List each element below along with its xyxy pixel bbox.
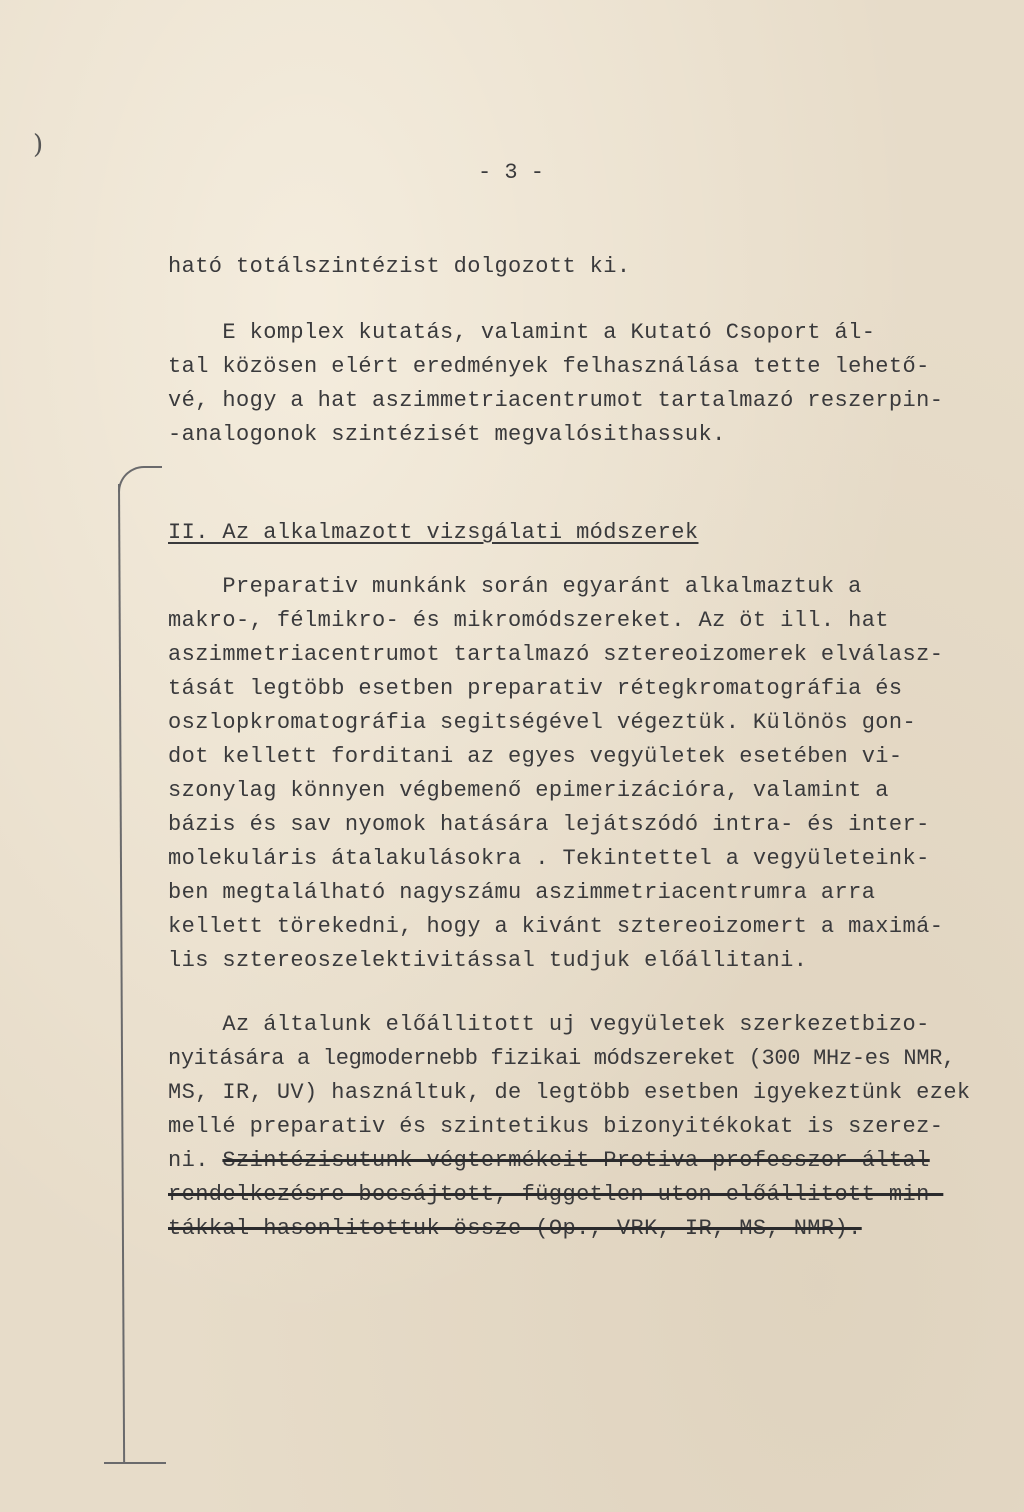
page-number: - 3 - xyxy=(478,160,545,185)
struck-line: rendelkezésre bocsájtott, független uton előállitott min- xyxy=(168,1182,944,1207)
margin-mark: ) xyxy=(33,130,44,160)
text-line: nyitására a legmodernebb fizikai módszereket (300 MHz-es NMR, xyxy=(168,1046,956,1071)
text-line: bázis és sav nyomok hatására lejátszódó intra- és inter- xyxy=(168,812,930,837)
margin-bracket-bottom xyxy=(104,1462,166,1464)
text-line: E komplex kutatás, valamint a Kutató Csoport ál- xyxy=(168,320,876,345)
text-line: lis sztereoszelektivitással tudjuk előállitani. xyxy=(168,948,808,973)
margin-bracket-line xyxy=(118,484,125,1464)
text-fragment: ni. xyxy=(168,1148,223,1173)
struck-line: tákkal hasonlitottuk össze (Op., VRK, IR, MS, NMR). xyxy=(168,1216,862,1241)
text-line: kellett törekedni, hogy a kivánt sztereoizomert a maximá- xyxy=(168,914,944,939)
text-line: mellé preparativ és szintetikus bizonyitékokat is szerez- xyxy=(168,1114,944,1139)
struck-text: Szintézisutunk végtermékeit Protiva professzor által xyxy=(222,1148,930,1173)
text-line: ható totálszintézist dolgozott ki. xyxy=(168,254,631,279)
text-line: Az általunk előállitott uj vegyületek szerkezetbizo- xyxy=(168,1012,930,1037)
text-line: aszimmetriacentrumot tartalmazó sztereoizomerek elválasz- xyxy=(168,642,944,667)
text-line: makro-, félmikro- és mikromódszereket. Az öt ill. hat xyxy=(168,608,889,633)
text-line: -analogonok szintézisét megvalósithassuk. xyxy=(168,422,726,447)
text-line: vé, hogy a hat aszimmetriacentrumot tartalmazó reszerpin- xyxy=(168,388,944,413)
text-line: MS, IR, UV) használtuk, de legtöbb esetben igyekeztünk ezek xyxy=(168,1080,971,1105)
section-heading: II. Az alkalmazott vizsgálati módszerek xyxy=(168,520,699,545)
text-line: ben megtalálható nagyszámu aszimmetriacentrumra arra xyxy=(168,880,876,905)
text-line: tal közösen elért eredmények felhasználása tette lehető- xyxy=(168,354,930,379)
margin-bracket-top xyxy=(118,466,162,492)
text-line: oszlopkromatográfia segitségével végeztük. Különös gon- xyxy=(168,710,917,735)
text-line: Preparativ munkánk során egyaránt alkalmaztuk a xyxy=(168,574,862,599)
text-line: tását legtöbb esetben preparativ rétegkromatográfia és xyxy=(168,676,903,701)
text-line: szonylag könnyen végbemenő epimerizációra, valamint a xyxy=(168,778,889,803)
text-line: molekuláris átalakulásokra . Tekintettel a vegyületeink- xyxy=(168,846,930,871)
text-line xyxy=(168,1148,930,1174)
text-line: dot kellett forditani az egyes vegyületek esetében vi- xyxy=(168,744,903,769)
